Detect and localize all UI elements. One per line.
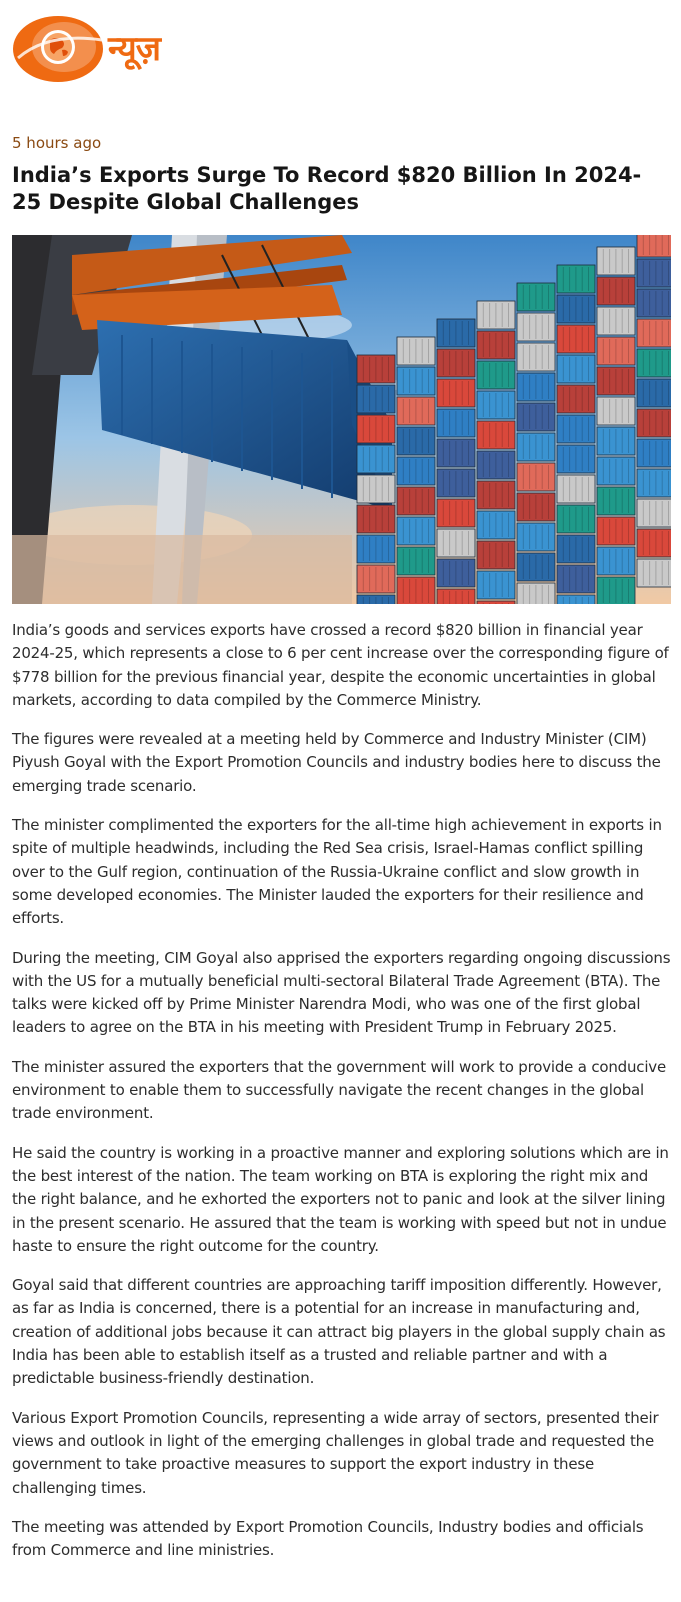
article-title: India’s Exports Surge To Record $820 Billion In 2024-25 Despite Global Challenges: [12, 163, 642, 214]
dd-logo-icon: [12, 14, 106, 84]
article-paragraph: The meeting was attended by Export Promotion Councils, Industry bodies and officials from Commerce and line ministries.: [12, 1517, 644, 1560]
logo-wordmark: न्यूज़: [108, 29, 160, 69]
article-paragraph: Goyal said that different countries are approaching tariff imposition differently. However, as far as India is concerned, there is a potential for an increase in manufacturing and, creation of additional jobs because it can attract big players in the global supply chain as India has been able to establish itself as a trusted and reliable partner and with a predictable business-friendly destination.: [12, 1276, 666, 1388]
article-paragraph: The minister assured the exporters that the government will work to provide a conducive environment to enable them to successfully navigate the recent changes in the global trade environment.: [12, 1057, 667, 1123]
article-hero-image: [12, 235, 671, 604]
article-paragraph: He said the country is working in a proactive manner and exploring solutions which are in the best interest of the nation. The team working on BTA is exploring the right mix and the right balance, and he exhorted the exporters not to panic and look at the silver lining in the present scenario. He assured that the team is working with speed but not in undue haste to ensure the right outcome for the country.: [12, 1143, 669, 1255]
article-timestamp: 5 hours ago: [12, 134, 102, 152]
article-paragraph: Various Export Promotion Councils, representing a wide array of sectors, presented their views and outlook in light of the emerging challenges in global trade and requested the government to take proactive measures to support the export industry in these challenging times.: [12, 1408, 659, 1497]
article-paragraph: The minister complimented the exporters for the all-time high achievement in exports in spite of multiple headwinds, including the Red Sea crisis, Israel-Hamas conflict spilling over to the Gulf region, continuation of the Russia-Ukraine conflict and slow growth in some developed economies. The Minister lauded the exporters for their resilience and efforts.: [12, 816, 662, 928]
dd-news-logo[interactable]: [12, 14, 192, 84]
article-paragraph: The figures were revealed at a meeting held by Commerce and Industry Minister (CIM) Piyush Goyal with the Export Promotion Councils and industry bodies here to discuss the emerging trade scenario.: [12, 730, 661, 795]
article-body: [12, 619, 672, 1578]
article-paragraph: During the meeting, CIM Goyal also apprised the exporters regarding ongoing discussions with the US for a mutually beneficial multi-sectoral Bilateral Trade Agreement (BTA). The talks were kicked off by Prime Minister Narendra Modi, who was one of the first global leaders to agree on the BTA in his meeting with President Trump in February 2025.: [12, 948, 671, 1037]
article-paragraph: India’s goods and services exports have crossed a record $820 billion in financial year 2024-25, which represents a close to 6 per cent increase over the corresponding figure of $778 billion for the previous financial year, despite the economic uncertainties in global markets, according to data compiled by the Commerce Ministry.: [12, 621, 669, 709]
